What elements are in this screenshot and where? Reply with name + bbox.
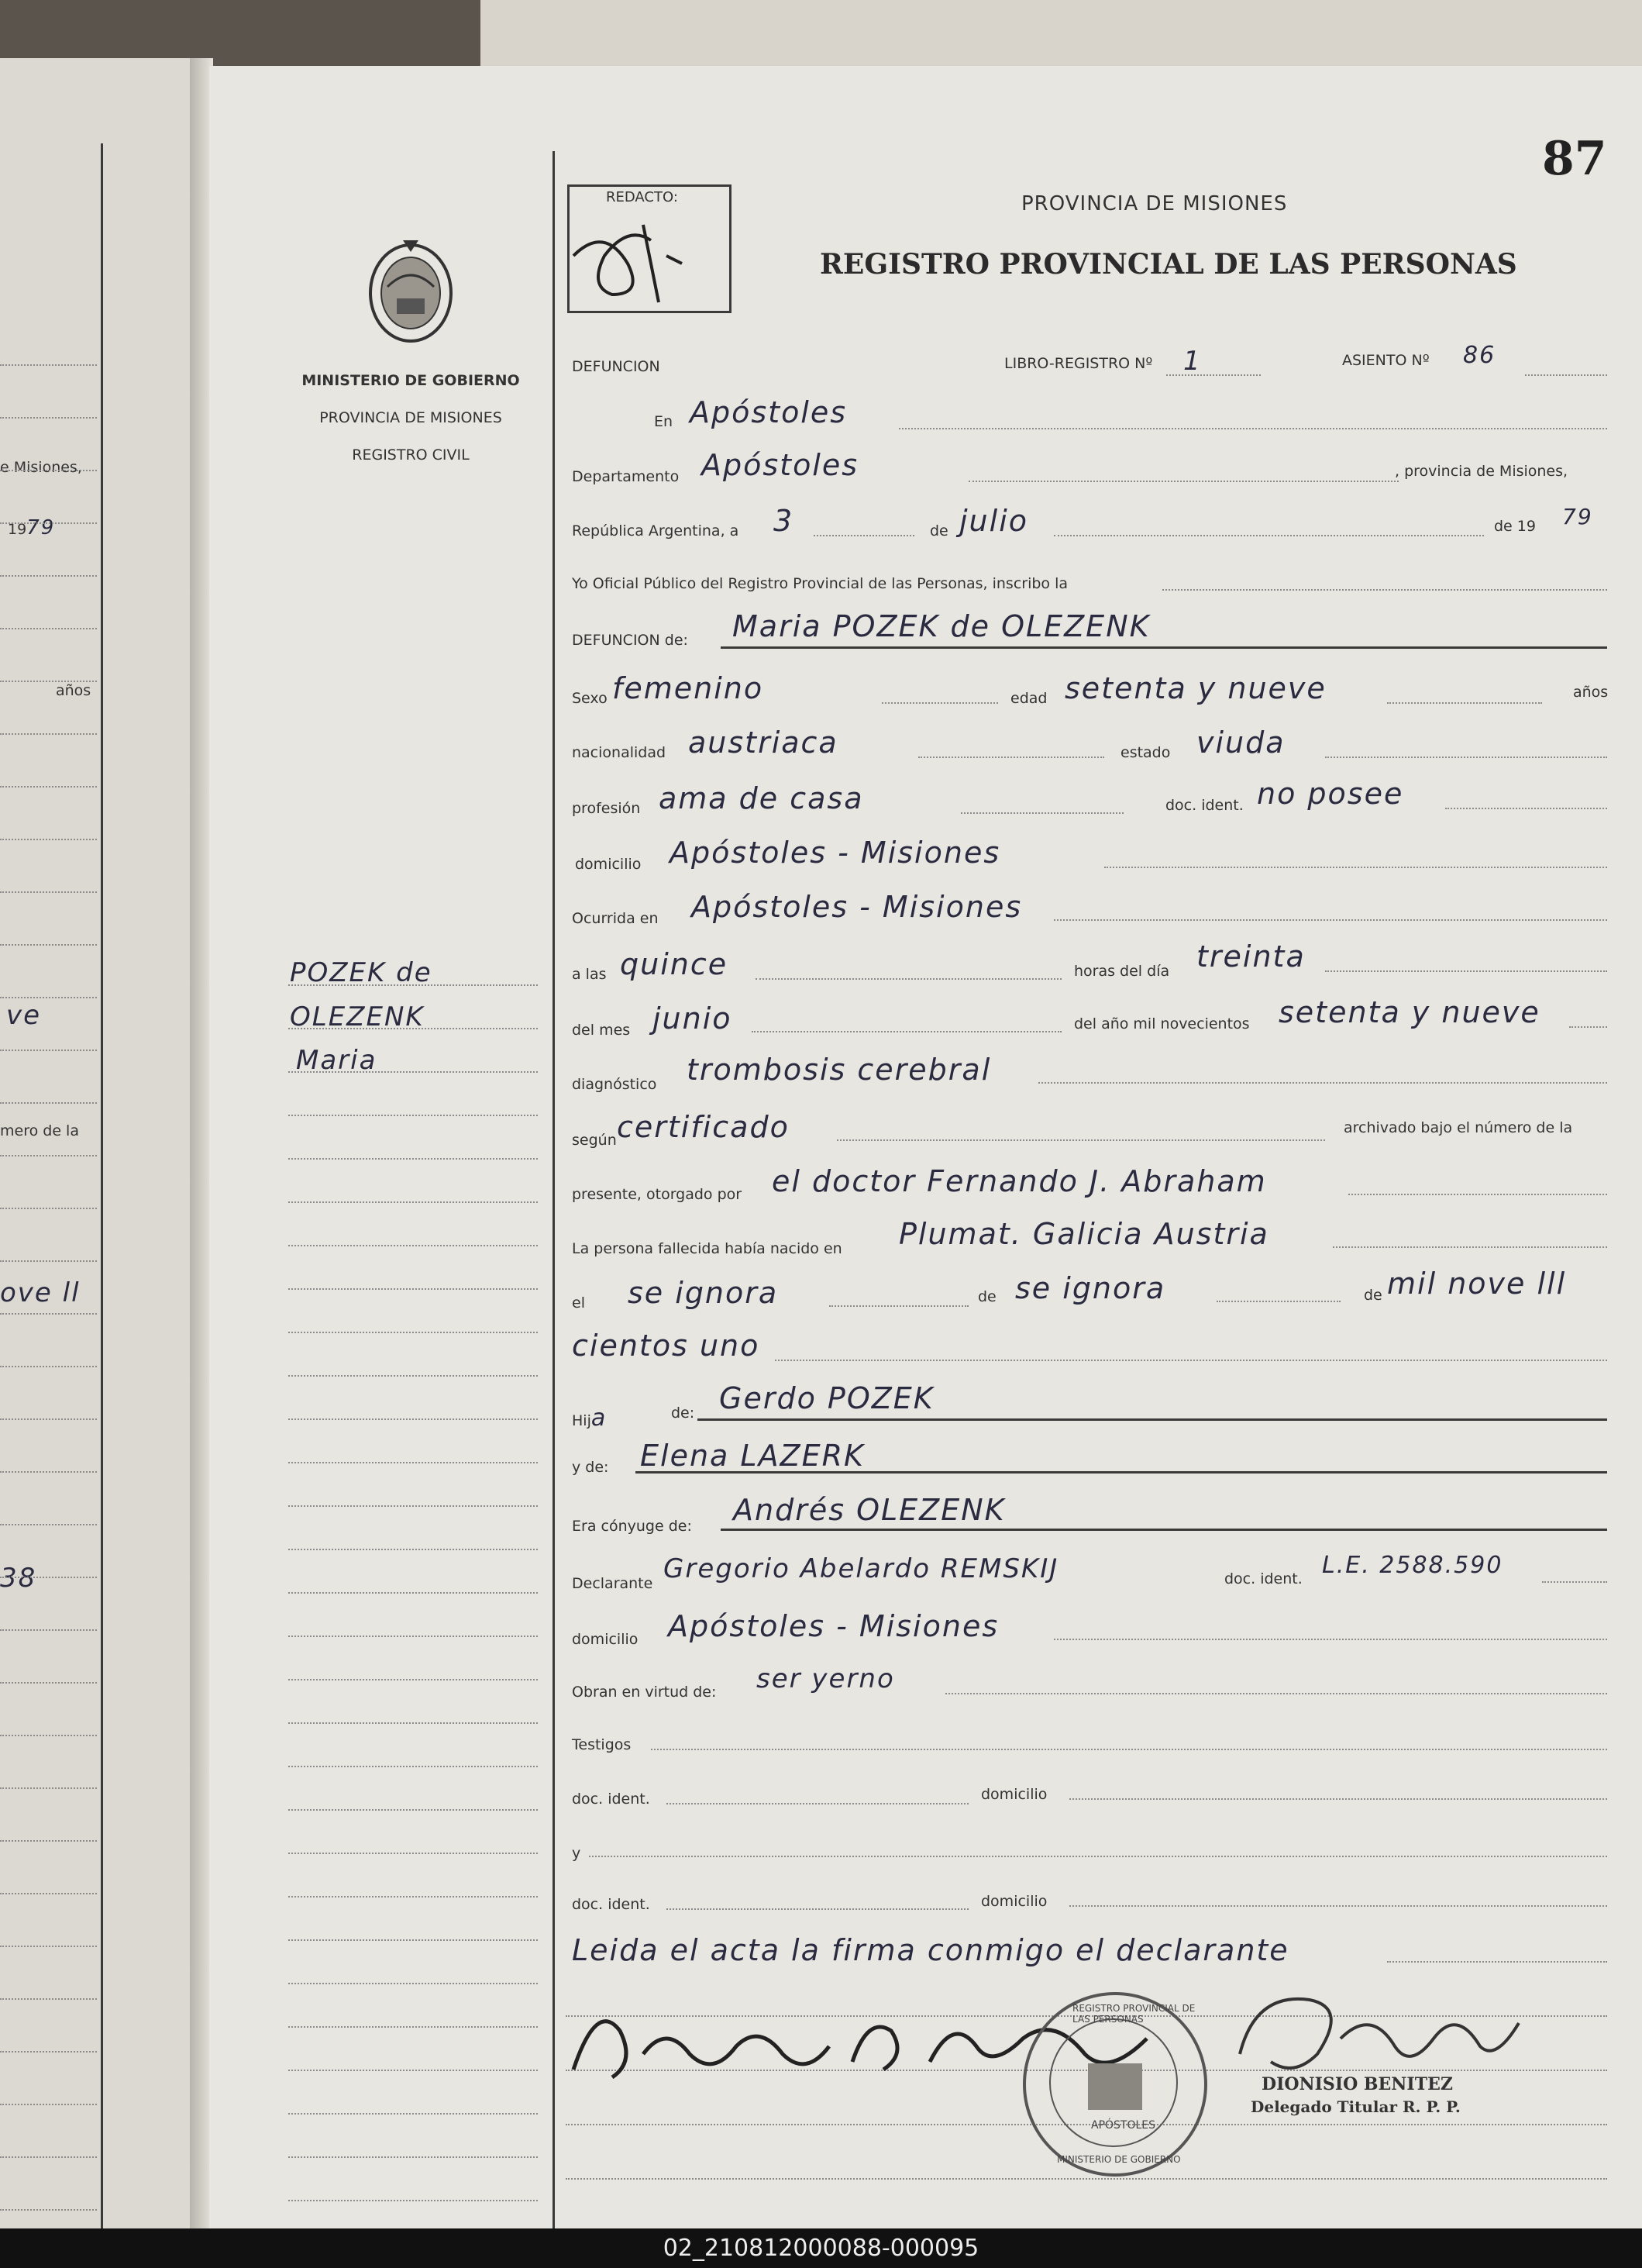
segun-value: certificado: [617, 1110, 790, 1144]
testigo-doc-label: doc. ident.: [572, 1791, 650, 1808]
left-fragment: ve: [6, 1000, 42, 1031]
stamp-emblem: [1088, 2063, 1142, 2110]
line: [721, 646, 1607, 649]
margin-rule: [288, 1375, 538, 1377]
leida-text: Leida el acta la firma conmigo el declarante: [572, 1933, 1289, 1967]
padre-value: Gerdo POZEK: [719, 1381, 935, 1415]
line: [566, 2178, 1607, 2180]
left-page-rule-line: [0, 1629, 97, 1631]
line: [1162, 589, 1607, 591]
madre-value: Elena LAZERK: [640, 1439, 865, 1473]
line: [1166, 374, 1261, 376]
de-nac2-label: de: [1364, 1287, 1382, 1304]
left-page-rule-line: [0, 1787, 97, 1789]
presente-value: el doctor Fernando J. Abraham: [772, 1164, 1267, 1198]
line: [589, 1856, 1607, 1857]
left-page-rule-line: [0, 1418, 97, 1420]
left-page-rule-line: [0, 1577, 97, 1578]
line: [918, 757, 1104, 758]
line: [756, 978, 1062, 980]
nacionalidad-value: austriaca: [688, 726, 838, 760]
left-page-rule-line: [0, 2051, 97, 2053]
coat-of-arms-icon: [356, 233, 465, 349]
testigo-dom-label: domicilio: [981, 1786, 1048, 1803]
ministry-line3: REGISTRO CIVIL: [352, 446, 470, 464]
del-mes-label: del mes: [572, 1022, 631, 1039]
republica-label: República Argentina, a: [572, 522, 739, 539]
decl-dom-value: Apóstoles - Misiones: [668, 1609, 1000, 1643]
left-page-rule-line: [0, 2156, 97, 2158]
departamento-label: Departamento: [572, 468, 680, 485]
oficial-text: Yo Oficial Público del Registro Provincial de las Personas, inscribo la: [572, 575, 1069, 592]
ocurrida-value: Apóstoles - Misiones: [691, 890, 1023, 924]
line: [1054, 919, 1607, 921]
line: [1445, 808, 1607, 809]
registry-title: REGISTRO PROVINCIAL DE LAS PERSONAS: [820, 248, 1517, 281]
margin-rule: [288, 1115, 538, 1116]
diagnostico-label: diagnóstico: [572, 1076, 657, 1093]
margin-rule: [288, 1028, 538, 1029]
line: [721, 1529, 1607, 1531]
left-page-rule-line: [0, 1366, 97, 1367]
left-page-rule-line: [0, 1946, 97, 1947]
profesion-value: ama de casa: [659, 781, 864, 815]
margin-rule: [288, 1158, 538, 1160]
margin-rule: [288, 1983, 538, 1984]
edad-value: setenta y nueve: [1065, 671, 1327, 705]
margin-rule: [288, 2026, 538, 2028]
decl-doc-value: L.E. 2588.590: [1322, 1552, 1503, 1579]
margin-rule: [288, 2200, 538, 2201]
page-number: 87: [1542, 132, 1607, 186]
segun-label: según: [572, 1132, 617, 1149]
margin-rule: [288, 1332, 538, 1333]
left-page-rule-line: [0, 1102, 97, 1104]
margin-rule: [288, 1418, 538, 1420]
line: [651, 1749, 1607, 1750]
sexo-value: femenino: [612, 671, 764, 705]
line: [775, 1360, 1607, 1361]
line: [1348, 1194, 1607, 1195]
margin-rule: [288, 2070, 538, 2071]
official-stamp: [1023, 1992, 1207, 2177]
line: [752, 1031, 1062, 1032]
provincia-suffix: , provincia de Misiones,: [1395, 463, 1568, 480]
left-page-rule-line: [0, 470, 97, 471]
left-page-rule-line: [0, 1471, 97, 1473]
margin-rule: [288, 984, 538, 986]
el-label: el: [572, 1294, 585, 1312]
stamp-bottom: MINISTERIO DE GOBIERNO: [1057, 2154, 1181, 2165]
line: [635, 1471, 1607, 1474]
margin-rule: [288, 1766, 538, 1767]
libro-value: 1: [1183, 346, 1202, 377]
hija-de-label: de:: [671, 1405, 695, 1422]
left-fragment: años: [56, 682, 91, 699]
nacido-value: Plumat. Galicia Austria: [899, 1217, 1269, 1251]
testigo2-dom-label: domicilio: [981, 1893, 1048, 1910]
defuncion-label: DEFUNCION: [572, 358, 660, 375]
margin-rule: [288, 1071, 538, 1073]
anos-label: años: [1573, 684, 1609, 701]
en-value: Apóstoles: [690, 395, 848, 429]
margin-rule: [288, 1679, 538, 1680]
profesion-label: profesión: [572, 800, 641, 817]
left-page-rule-line: [0, 417, 97, 419]
hija-label: Hija: [572, 1405, 608, 1432]
line: [666, 1803, 969, 1804]
left-page-rule-line: [0, 522, 97, 524]
line: [1569, 1026, 1607, 1028]
domicilio-value: Apóstoles - Misiones: [670, 836, 1001, 870]
line: [1333, 1246, 1607, 1248]
doc-ident-value: no posee: [1257, 777, 1404, 811]
margin-rule: [288, 2156, 538, 2158]
margin-rule: [288, 1505, 538, 1507]
conyuge-value: Andrés OLEZENK: [733, 1493, 1006, 1527]
left-page-rule-line: [0, 681, 97, 682]
margin-rule: [288, 1592, 538, 1594]
left-fragment: e Misiones,: [0, 459, 82, 476]
register-page: [209, 66, 1642, 2228]
left-fragment: 38: [0, 1563, 37, 1594]
departamento-value: Apóstoles: [701, 448, 859, 482]
nacionalidad-label: nacionalidad: [572, 744, 666, 761]
asiento-label: ASIENTO Nº: [1342, 352, 1430, 369]
margin-surname: POZEK de: [290, 957, 432, 988]
left-page-rule-line: [0, 1998, 97, 2000]
line: [1217, 1301, 1341, 1302]
line: [1387, 1961, 1607, 1963]
ano-value: setenta y nueve: [1279, 995, 1540, 1029]
left-page-rule-line: [0, 1735, 97, 1736]
left-page-rule-line: [0, 786, 97, 788]
left-page-rule-line: [0, 2209, 97, 2211]
line: [1325, 970, 1607, 972]
line: [882, 702, 998, 704]
margin-given-name: Maria: [296, 1045, 377, 1076]
left-page-rule-line: [0, 1840, 97, 1842]
testigo2-doc-label: doc. ident.: [572, 1896, 650, 1913]
margin-rule: [288, 1722, 538, 1724]
line: [1325, 757, 1607, 758]
left-page-rule-line: [0, 1893, 97, 1894]
line: [1542, 1581, 1607, 1583]
stamp-text: REGISTRO PROVINCIAL DE LAS PERSONAS: [1072, 2003, 1196, 2025]
dia-value: treinta: [1196, 939, 1306, 974]
image-caption: 02_210812000088-000095: [0, 2228, 1642, 2268]
day-value: 3: [773, 504, 794, 538]
officer-name: DIONISIO BENITEZ: [1262, 2074, 1453, 2094]
y-label: y: [572, 1845, 581, 1862]
left-page-rule-line: [0, 2104, 97, 2105]
month-value: julio: [959, 504, 1029, 538]
conyuge-label: Era cónyuge de:: [572, 1518, 692, 1535]
form-left-rule: [552, 151, 555, 2228]
left-page-rule-line: [0, 733, 97, 735]
province-title: PROVINCIA DE MISIONES: [1021, 192, 1288, 215]
margin-rule: [288, 2113, 538, 2115]
ministry-line1: MINISTERIO DE GOBIERNO: [301, 372, 520, 389]
de2-label: de 19: [1494, 518, 1536, 535]
ministry-line2: PROVINCIA DE MISIONES: [319, 409, 502, 426]
decl-doc-label: doc. ident.: [1224, 1570, 1303, 1587]
mes-value: junio: [652, 1001, 732, 1036]
edad-label: edad: [1010, 690, 1048, 707]
presente-label: presente, otorgado por: [572, 1186, 742, 1203]
margin-rule: [288, 1939, 538, 1941]
left-page-rule-line: [0, 997, 97, 998]
hora-value: quince: [620, 947, 728, 981]
line: [666, 1908, 969, 1910]
margin-rule: [288, 1549, 538, 1550]
de-nac-value: se ignora: [1015, 1271, 1166, 1305]
line: [697, 1418, 1607, 1421]
doc-ident-label: doc. ident.: [1165, 797, 1244, 814]
testigos-label: Testigos: [572, 1736, 632, 1753]
line: [829, 1305, 969, 1307]
line: [1054, 1639, 1607, 1640]
line: [969, 481, 1399, 482]
line: [1387, 702, 1542, 704]
ocurrida-label: Ocurrida en: [572, 910, 659, 927]
left-page-rule-line: [0, 839, 97, 840]
domicilio-label: domicilio: [575, 856, 642, 873]
declarante-value: Gregorio Abelardo REMSKIJ: [663, 1553, 1059, 1584]
margin-surname2: OLEZENK: [290, 1001, 425, 1032]
left-fragment: 1979: [8, 516, 56, 539]
defuncion-de-label: DEFUNCION de:: [572, 632, 688, 649]
y-de-label: y de:: [572, 1459, 609, 1476]
asiento-value: 86: [1463, 342, 1496, 369]
del-ano-label: del año mil novecientos: [1074, 1015, 1250, 1032]
left-page-rule-line: [0, 1313, 97, 1315]
de-nac2-value: mil nove lll: [1387, 1267, 1567, 1301]
margin-rule: [288, 1896, 538, 1897]
line: [945, 1693, 1607, 1694]
left-page-rule-line: [0, 575, 97, 577]
line: [1038, 1082, 1607, 1084]
left-page-rule-line: [0, 1155, 97, 1156]
back-page-edge: [480, 0, 1642, 68]
sexo-label: Sexo: [572, 690, 608, 707]
de-label: de: [930, 522, 948, 539]
left-fragment: ove ll: [0, 1277, 81, 1308]
redacto-label: REDACTO:: [606, 189, 678, 205]
margin-rule: [288, 1809, 538, 1811]
left-page-rule-line: [0, 628, 97, 629]
obran-value: ser yerno: [756, 1663, 895, 1694]
margin-rule: [288, 1201, 538, 1203]
left-page-rule: [101, 143, 103, 2228]
declarante-label: Declarante: [572, 1575, 653, 1592]
margin-rule: [288, 1636, 538, 1637]
estado-value: viuda: [1196, 726, 1286, 760]
background-top: [0, 0, 1642, 70]
line: [961, 812, 1124, 814]
deceased-name: Maria POZEK de OLEZENK: [732, 609, 1151, 643]
left-page-rule-line: [0, 1524, 97, 1525]
archivado-label: archivado bajo el número de la: [1344, 1119, 1573, 1136]
year-continuation: cientos uno: [572, 1329, 760, 1363]
officer-title: Delegado Titular R. P. P.: [1251, 2097, 1461, 2116]
left-page-rule-line: [0, 891, 97, 893]
line: [1069, 1905, 1607, 1907]
margin-rule: [288, 1288, 538, 1290]
line: [1104, 867, 1607, 868]
stamp-city: APÓSTOLES: [1091, 2119, 1156, 2132]
libro-label: LIBRO-REGISTRO Nº: [1004, 355, 1153, 372]
left-page: [0, 58, 190, 2228]
left-fragment: mero de la: [0, 1122, 79, 1139]
line: [899, 428, 1607, 429]
obran-label: Obran en virtud de:: [572, 1684, 717, 1701]
diagnostico-value: trombosis cerebral: [687, 1053, 992, 1087]
line: [1069, 1798, 1607, 1800]
a-las-label: a las: [572, 966, 607, 983]
margin-rule: [288, 1462, 538, 1463]
de-nac-label: de: [978, 1288, 997, 1305]
horas-label: horas del día: [1074, 963, 1170, 980]
en-label: En: [654, 413, 673, 430]
estado-label: estado: [1120, 744, 1171, 761]
left-page-rule-line: [0, 1208, 97, 1209]
nacido-label: La persona fallecida había nacido en: [572, 1240, 842, 1257]
left-page-rule-line: [0, 944, 97, 946]
left-page-rule-line: [0, 1050, 97, 1051]
margin-rule: [288, 1853, 538, 1854]
redacto-initials-icon: [558, 209, 713, 310]
left-page-rule-line: [0, 1682, 97, 1684]
line: [1525, 374, 1607, 376]
line: [814, 535, 914, 536]
year-value: 79: [1562, 504, 1593, 529]
margin-rule: [288, 1245, 538, 1246]
decl-dom-label: domicilio: [572, 1631, 639, 1648]
left-page-rule-line: [0, 364, 97, 366]
line: [1054, 535, 1484, 536]
left-page-rule-line: [0, 1260, 97, 1262]
el-value: se ignora: [628, 1276, 779, 1310]
line: [837, 1139, 1325, 1141]
